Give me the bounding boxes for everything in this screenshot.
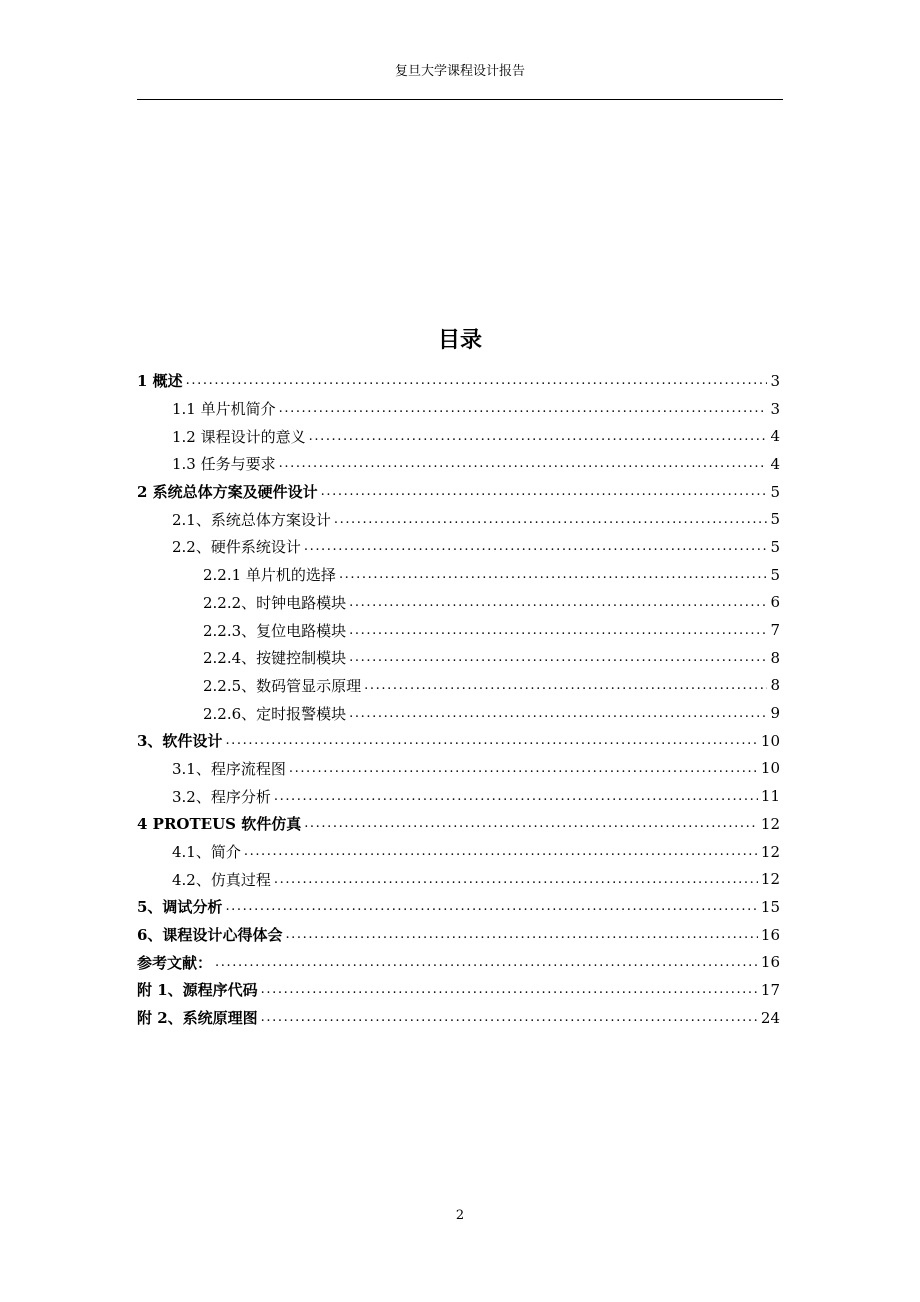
toc-entry-label: 5、调试分析 xyxy=(137,898,223,917)
toc-entry-label: 2.2.1 单片机的选择 xyxy=(203,566,336,585)
toc-entry-label: 2.2、硬件系统设计 xyxy=(172,538,301,557)
toc-entry-page: 17 xyxy=(760,980,780,999)
toc-entry-page: 3 xyxy=(770,371,780,390)
toc-entry-2-2-3[interactable] xyxy=(137,616,780,644)
toc-entry-label: 附 1、源程序代码 xyxy=(137,981,258,1000)
toc-entry-1-1[interactable] xyxy=(137,395,780,423)
toc-entry-label: 2.2.3、复位电路模块 xyxy=(203,621,347,640)
toc-dot-leader xyxy=(304,539,768,554)
toc-dot-leader xyxy=(225,899,757,914)
toc-entry-references[interactable] xyxy=(137,948,780,976)
toc-entry-4-2[interactable] xyxy=(137,865,780,893)
toc-entry-page: 5 xyxy=(770,510,780,529)
toc-entry-page: 6 xyxy=(770,593,780,612)
toc-entry-2-2[interactable] xyxy=(137,533,780,561)
toc-dot-leader xyxy=(274,872,758,887)
toc-entry-page: 12 xyxy=(760,814,780,833)
toc-entry-3-2[interactable] xyxy=(137,782,780,810)
toc-entry-2-2-2[interactable] xyxy=(137,589,780,617)
toc-entry-label: 4 PROTEUS 软件仿真 xyxy=(137,815,302,834)
toc-entry-page: 10 xyxy=(760,731,780,750)
toc-entry-1-3[interactable] xyxy=(137,450,780,478)
toc-entry-label: 4.1、简介 xyxy=(172,843,241,862)
toc-dot-leader xyxy=(215,955,758,970)
toc-entry-page: 4 xyxy=(770,454,780,473)
toc-dot-leader xyxy=(364,678,767,693)
toc-entry-label: 1.2 课程设计的意义 xyxy=(172,427,306,446)
toc-entry-page: 7 xyxy=(770,621,780,640)
toc-entry-page: 11 xyxy=(760,787,780,806)
toc-entry-5[interactable] xyxy=(137,893,780,921)
toc-entry-1[interactable] xyxy=(137,367,780,395)
toc-dot-leader xyxy=(285,927,757,942)
toc-entry-label: 2.2.2、时钟电路模块 xyxy=(203,593,347,612)
toc-entry-label: 1 概述 xyxy=(137,372,183,391)
header-rule xyxy=(137,99,783,100)
toc-entry-page: 24 xyxy=(760,1008,780,1027)
toc-entry-page: 12 xyxy=(760,870,780,889)
toc-entry-label: 2 系统总体方案及硬件设计 xyxy=(137,483,318,502)
toc-entry-page: 12 xyxy=(760,842,780,861)
toc-entry-label: 2.2.4、按键控制模块 xyxy=(203,649,347,668)
toc-entry-3[interactable] xyxy=(137,727,780,755)
toc-title: 目录 xyxy=(437,327,482,353)
toc-dot-leader xyxy=(321,484,768,499)
toc-dot-leader xyxy=(309,429,768,444)
toc-entry-label: 3、软件设计 xyxy=(137,732,223,751)
page-number: 2 xyxy=(455,1208,465,1223)
toc-dot-leader xyxy=(186,373,768,388)
toc-entry-4[interactable] xyxy=(137,810,780,838)
toc-entry-2[interactable] xyxy=(137,478,780,506)
table-of-contents xyxy=(137,367,780,1032)
toc-entry-page: 5 xyxy=(770,482,780,501)
toc-entry-appendix-2[interactable] xyxy=(137,1004,780,1032)
toc-entry-label: 4.2、仿真过程 xyxy=(172,870,271,889)
toc-dot-leader xyxy=(261,1010,758,1025)
toc-entry-1-2[interactable] xyxy=(137,422,780,450)
toc-dot-leader xyxy=(225,733,757,748)
toc-dot-leader xyxy=(274,789,758,804)
toc-dot-leader xyxy=(349,706,767,721)
toc-entry-page: 5 xyxy=(770,565,780,584)
toc-dot-leader xyxy=(334,512,768,527)
toc-dot-leader xyxy=(349,623,767,638)
toc-entry-page: 16 xyxy=(760,925,780,944)
toc-dot-leader xyxy=(304,816,758,831)
toc-entry-label: 6、课程设计心得体会 xyxy=(137,926,283,945)
toc-dot-leader xyxy=(261,982,758,997)
toc-entry-label: 2.1、系统总体方案设计 xyxy=(172,510,331,529)
toc-entry-4-1[interactable] xyxy=(137,838,780,866)
toc-entry-2-2-1[interactable] xyxy=(137,561,780,589)
toc-entry-label: 2.2.5、数码管显示原理 xyxy=(203,676,362,695)
toc-entry-2-2-6[interactable] xyxy=(137,699,780,727)
toc-dot-leader xyxy=(279,456,768,471)
toc-dot-leader xyxy=(349,595,767,610)
toc-entry-page: 3 xyxy=(770,399,780,418)
toc-entry-page: 8 xyxy=(770,676,780,695)
toc-entry-label: 1.3 任务与要求 xyxy=(172,455,276,474)
toc-dot-leader xyxy=(244,844,758,859)
toc-entry-page: 15 xyxy=(760,897,780,916)
toc-entry-label: 附 2、系统原理图 xyxy=(137,1009,258,1028)
toc-dot-leader xyxy=(349,650,767,665)
toc-entry-2-2-5[interactable] xyxy=(137,672,780,700)
toc-entry-label: 参考文献： xyxy=(137,953,213,972)
toc-dot-leader xyxy=(289,761,758,776)
toc-entry-page: 8 xyxy=(770,648,780,667)
page-header: 复旦大学课程设计报告 xyxy=(394,64,525,79)
toc-entry-label: 2.2.6、定时报警模块 xyxy=(203,704,347,723)
toc-entry-2-1[interactable] xyxy=(137,505,780,533)
toc-entry-page: 10 xyxy=(760,759,780,778)
toc-entry-page: 9 xyxy=(770,704,780,723)
toc-entry-label: 3.1、程序流程图 xyxy=(172,759,286,778)
toc-dot-leader xyxy=(279,401,768,416)
toc-entry-page: 4 xyxy=(770,427,780,446)
toc-entry-page: 5 xyxy=(770,537,780,556)
toc-entry-page: 16 xyxy=(760,953,780,972)
toc-entry-label: 1.1 单片机简介 xyxy=(172,400,276,419)
toc-entry-appendix-1[interactable] xyxy=(137,976,780,1004)
toc-dot-leader xyxy=(339,567,768,582)
toc-entry-2-2-4[interactable] xyxy=(137,644,780,672)
toc-entry-3-1[interactable] xyxy=(137,755,780,783)
toc-entry-6[interactable] xyxy=(137,921,780,949)
toc-entry-label: 3.2、程序分析 xyxy=(172,787,271,806)
